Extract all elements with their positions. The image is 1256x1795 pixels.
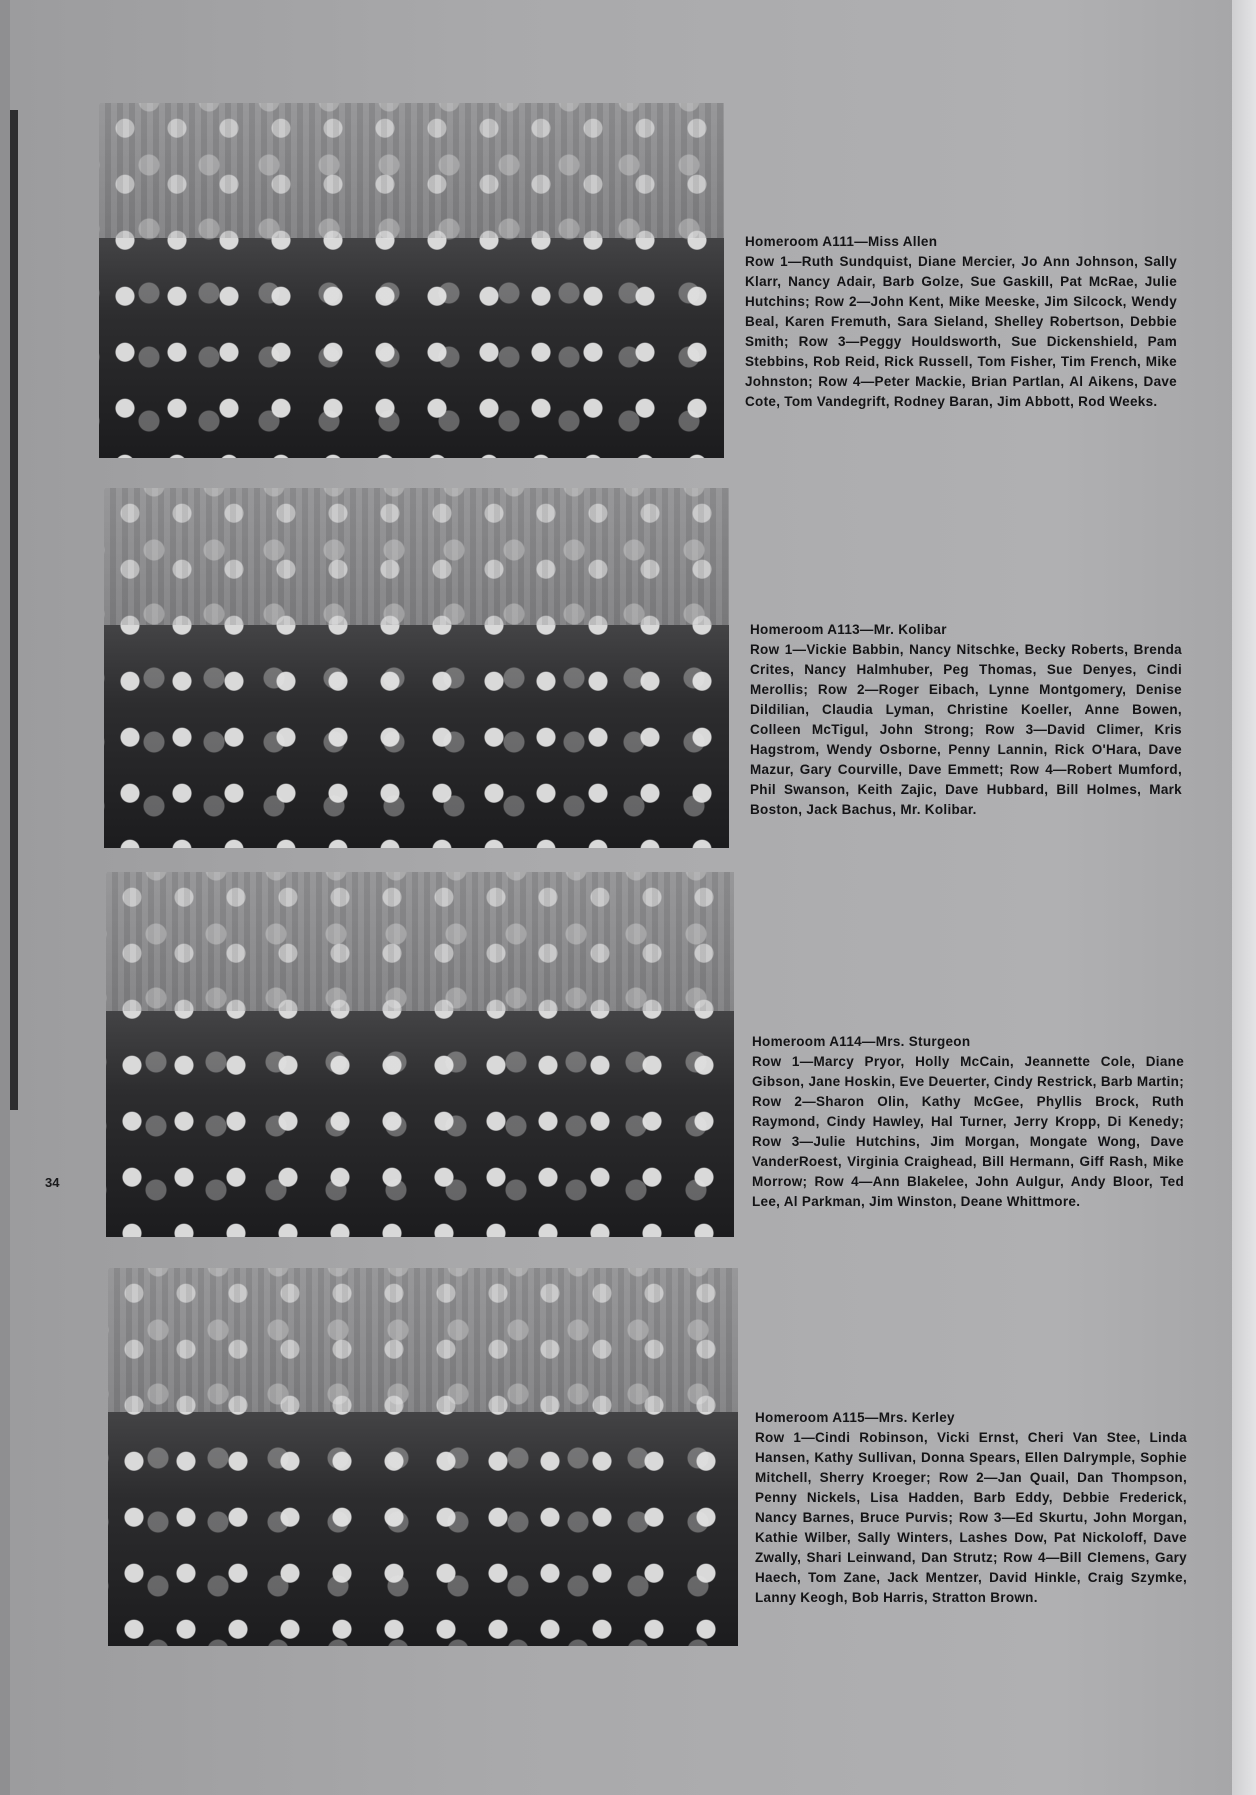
class-photo-a113 (104, 488, 729, 848)
page-edge (1232, 0, 1256, 1795)
student-names: Row 1—Marcy Pryor, Holly McCain, Jeannette Cole, Diane Gibson, Jane Hoskin, Eve Deuerter, Cindy Restrick, Barb Martin; Row 2—Sharon Olin, Kathy McGee, Phyllis Brock, Ruth Raymond, Cindy Hawley, Hal Turner, Jerry Kropp, Di Kenedy; Row 3—Julie Hutchins, Jim Morgan, Mongate Wong, Dave VanderRoest, Virginia Craighead, Bill Hermann, Giff Rash, Mike Morrow; Row 4—Ann Blakelee, John Aulgur, Andy Bloor, Ted Lee, Al Parkman, Jim Winston, Deane Whittmore. (752, 1054, 1184, 1209)
binding-shadow (10, 110, 18, 1110)
yearbook-page (10, 0, 1242, 1795)
homeroom-heading: Homeroom A111—Miss Allen (745, 234, 938, 249)
homeroom-heading: Homeroom A114—Mrs. Sturgeon (752, 1034, 971, 1049)
caption-a115 (755, 1408, 1187, 1608)
caption-a113 (750, 620, 1182, 820)
student-names: Row 1—Vickie Babbin, Nancy Nitschke, Becky Roberts, Brenda Crites, Nancy Halmhuber, Peg Thomas, Sue Denyes, Cindi Merollis; Row 2—Roger Eibach, Lynne Montgomery, Denise Dildilian, Claudia Lyman, Christine Koeller, Anne Bowen, Colleen McTigul, John Strong; Row 3—David Climer, Kris Hagstrom, Wendy Osborne, Penny Lannin, Rick O'Hara, Dave Mazur, Gary Courville, Dave Emmett; Row 4—Robert Mumford, Phil Swanson, Keith Zajic, Dave Hubbard, Bill Holmes, Mark Boston, Jack Bachus, Mr. Kolibar. (750, 642, 1182, 817)
homeroom-heading: Homeroom A113—Mr. Kolibar (750, 622, 947, 637)
student-names: Row 1—Ruth Sundquist, Diane Mercier, Jo Ann Johnson, Sally Klarr, Nancy Adair, Barb Golze, Sue Gaskill, Pat McRae, Julie Hutchins; Row 2—John Kent, Mike Meeske, Jim Silcock, Wendy Beal, Karen Fremuth, Sara Sieland, Shelley Robertson, Debbie Smith; Row 3—Peggy Houldsworth, Sue Dickenshield, Pam Stebbins, Rob Reid, Rick Russell, Tom Fisher, Tim French, Mike Johnston; Row 4—Peter Mackie, Brian Partlan, Al Aikens, Dave Cote, Tom Vandegrift, Rodney Baran, Jim Abbott, Rod Weeks. (745, 254, 1177, 409)
class-photo-a111 (99, 103, 724, 458)
caption-a114 (752, 1032, 1184, 1212)
student-names: Row 1—Cindi Robinson, Vicki Ernst, Cheri Van Stee, Linda Hansen, Kathy Sullivan, Donna Spears, Ellen Dalrymple, Sophie Mitchell, Sherry Kroeger; Row 2—Jan Quail, Dan Thompson, Penny Nickels, Lisa Hadden, Barb Eddy, Debbie Frederick, Nancy Barnes, Bruce Purvis; Row 3—Ed Skurtu, John Morgan, Kathie Wilber, Sally Winters, Lashes Dow, Pat Nickoloff, Dave Zwally, Shari Leinwand, Dan Strutz; Row 4—Bill Clemens, Gary Haech, Tom Zane, Jack Mentzer, David Hinkle, Craig Szymke, Lanny Keogh, Bob Harris, Stratton Brown. (755, 1430, 1187, 1605)
class-photo-a115 (108, 1268, 738, 1646)
page-number: 34 (45, 1175, 60, 1190)
homeroom-heading: Homeroom A115—Mrs. Kerley (755, 1410, 955, 1425)
caption-a111 (745, 232, 1177, 412)
class-photo-a114 (106, 872, 734, 1237)
